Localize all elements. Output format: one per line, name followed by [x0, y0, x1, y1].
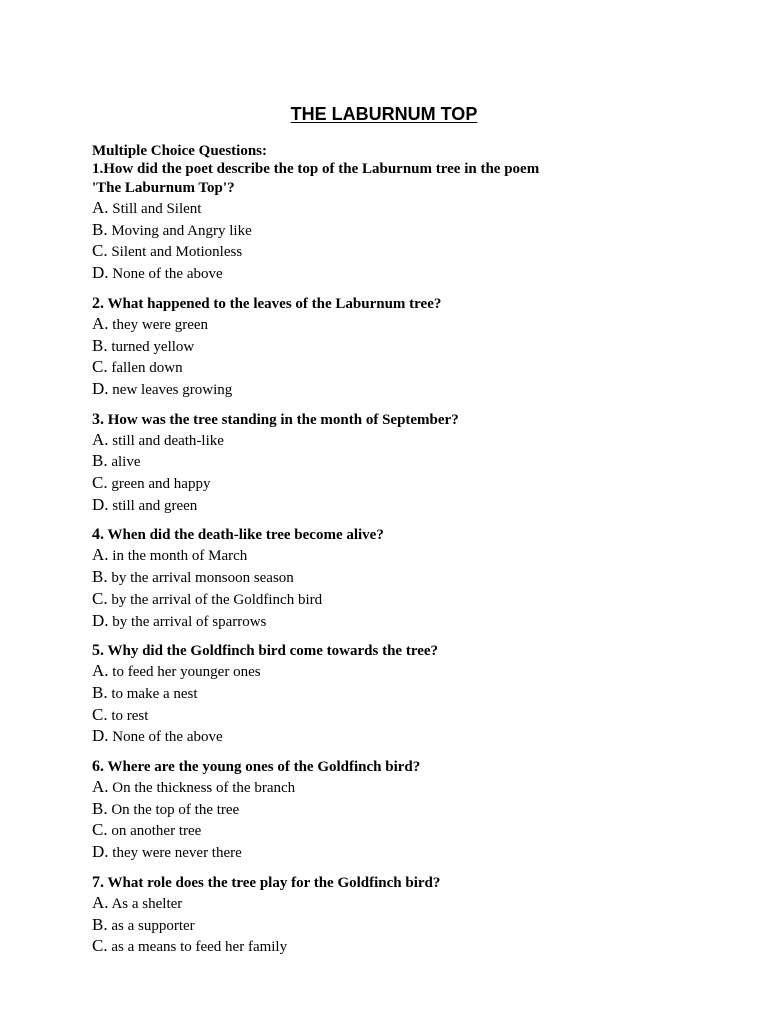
option-letter: B.: [92, 451, 108, 471]
option-letter: A.: [92, 661, 109, 681]
question-7: [92, 873, 692, 958]
option-b: [92, 220, 692, 242]
option-text: as a supporter: [111, 917, 195, 934]
option-text: On the top of the tree: [111, 801, 240, 818]
option-letter: A.: [92, 777, 109, 797]
option-a: [92, 777, 692, 799]
question-text: [92, 873, 692, 893]
option-letter: C.: [92, 588, 108, 608]
options-list: [92, 661, 692, 748]
question-5: [92, 641, 692, 748]
option-letter: C.: [92, 820, 108, 840]
question-number: 5.: [92, 642, 104, 660]
option-text: still and green: [112, 497, 198, 514]
option-letter: B.: [92, 219, 108, 239]
question-number: 6.: [92, 758, 104, 776]
option-text: None of the above: [112, 266, 223, 283]
option-text: to rest: [111, 707, 149, 724]
option-b: [92, 683, 692, 705]
document-content: [92, 142, 692, 958]
option-b: [92, 451, 692, 473]
question-text: [92, 294, 692, 314]
question-1: [92, 160, 692, 285]
option-letter: A.: [92, 429, 109, 449]
option-b: [92, 915, 692, 937]
option-c: [92, 241, 692, 263]
question-number: 3.: [92, 410, 104, 428]
option-c: [92, 936, 692, 958]
options-list: [92, 430, 692, 517]
option-text: they were green: [112, 316, 209, 333]
option-d: [92, 842, 692, 864]
options-list: [92, 314, 692, 401]
question-4: [92, 525, 692, 632]
option-text: as a means to feed her family: [111, 939, 288, 956]
question-text: [92, 641, 692, 661]
option-text: they were never there: [112, 845, 242, 862]
option-text: On the thickness of the branch: [112, 780, 296, 797]
option-b: [92, 799, 692, 821]
option-letter: A.: [92, 313, 109, 333]
option-d: [92, 726, 692, 748]
question-number: 2.: [92, 294, 104, 312]
option-text: in the month of March: [112, 548, 248, 565]
option-letter: D.: [92, 726, 109, 746]
question-body: How was the tree standing in the month of September?: [107, 411, 459, 428]
option-d: [92, 263, 692, 285]
option-a: [92, 198, 692, 220]
option-a: [92, 661, 692, 683]
question-text-line-1: How did the poet describe the top of the Laburnum tree in the poem: [103, 161, 540, 177]
option-a: [92, 545, 692, 567]
option-letter: B.: [92, 798, 108, 818]
option-letter: B.: [92, 567, 108, 587]
option-text: alive: [111, 454, 141, 471]
option-letter: C.: [92, 357, 108, 377]
question-text-line-2: 'The Laburnum Top'?: [92, 180, 235, 196]
option-letter: D.: [92, 610, 109, 630]
option-text: Still and Silent: [112, 201, 202, 217]
option-letter: D.: [92, 378, 109, 398]
option-letter: A.: [92, 545, 109, 565]
option-text: on another tree: [111, 823, 202, 840]
question-body: What happened to the leaves of the Laburnum tree?: [107, 295, 442, 312]
option-a: [92, 430, 692, 452]
option-b: [92, 336, 692, 358]
option-text: As a shelter: [111, 895, 183, 912]
option-a: [92, 314, 692, 336]
question-3: [92, 410, 692, 517]
question-body: Why did the Goldfinch bird come towards the tree?: [107, 643, 439, 660]
option-letter: B.: [92, 914, 108, 934]
option-letter: C.: [92, 936, 108, 956]
question-text: [92, 757, 692, 777]
option-letter: B.: [92, 335, 108, 355]
option-text: fallen down: [111, 360, 183, 377]
option-letter: B.: [92, 682, 108, 702]
options-list: [92, 198, 692, 285]
option-text: by the arrival monsoon season: [111, 570, 294, 587]
option-letter: D.: [92, 494, 109, 514]
question-body: What role does the tree play for the Goldfinch bird?: [107, 874, 441, 891]
question-number: 1.: [92, 161, 104, 177]
question-text: [92, 410, 692, 430]
option-letter: D.: [92, 842, 109, 862]
options-list: [92, 777, 692, 864]
option-letter: C.: [92, 241, 108, 261]
option-c: [92, 705, 692, 727]
question-6: [92, 757, 692, 864]
question-2: [92, 294, 692, 401]
option-c: [92, 820, 692, 842]
option-text: still and death-like: [112, 432, 224, 449]
question-body: Where are the young ones of the Goldfinch bird?: [107, 759, 421, 776]
option-text: by the arrival of the Goldfinch bird: [111, 591, 323, 608]
option-d: [92, 611, 692, 633]
option-text: Moving and Angry like: [111, 222, 252, 239]
question-number: 4.: [92, 526, 104, 544]
option-text: by the arrival of sparrows: [112, 613, 267, 630]
question-text: [92, 525, 692, 545]
option-letter: A.: [92, 892, 109, 912]
question-text: [92, 160, 692, 179]
option-c: [92, 357, 692, 379]
option-text: new leaves growing: [112, 381, 233, 398]
option-d: [92, 495, 692, 517]
option-c: [92, 589, 692, 611]
options-list: [92, 893, 692, 958]
question-body: When did the death-like tree become alive?: [107, 527, 384, 544]
options-list: [92, 545, 692, 632]
option-text: turned yellow: [111, 338, 195, 355]
option-text: Silent and Motionless: [111, 244, 243, 261]
option-letter: A.: [92, 198, 109, 217]
option-letter: C.: [92, 704, 108, 724]
option-c: [92, 473, 692, 495]
question-number: 7.: [92, 873, 104, 891]
page-title: THE LABURNUM TOP: [290, 104, 478, 124]
option-text: None of the above: [112, 729, 223, 746]
option-letter: D.: [92, 263, 109, 283]
option-b: [92, 567, 692, 589]
option-letter: C.: [92, 473, 108, 493]
option-d: [92, 379, 692, 401]
option-a: [92, 893, 692, 915]
section-heading: Multiple Choice Questions:: [92, 143, 267, 159]
option-text: green and happy: [111, 476, 211, 493]
option-text: to feed her younger ones: [112, 664, 261, 681]
option-text: to make a nest: [111, 685, 198, 702]
